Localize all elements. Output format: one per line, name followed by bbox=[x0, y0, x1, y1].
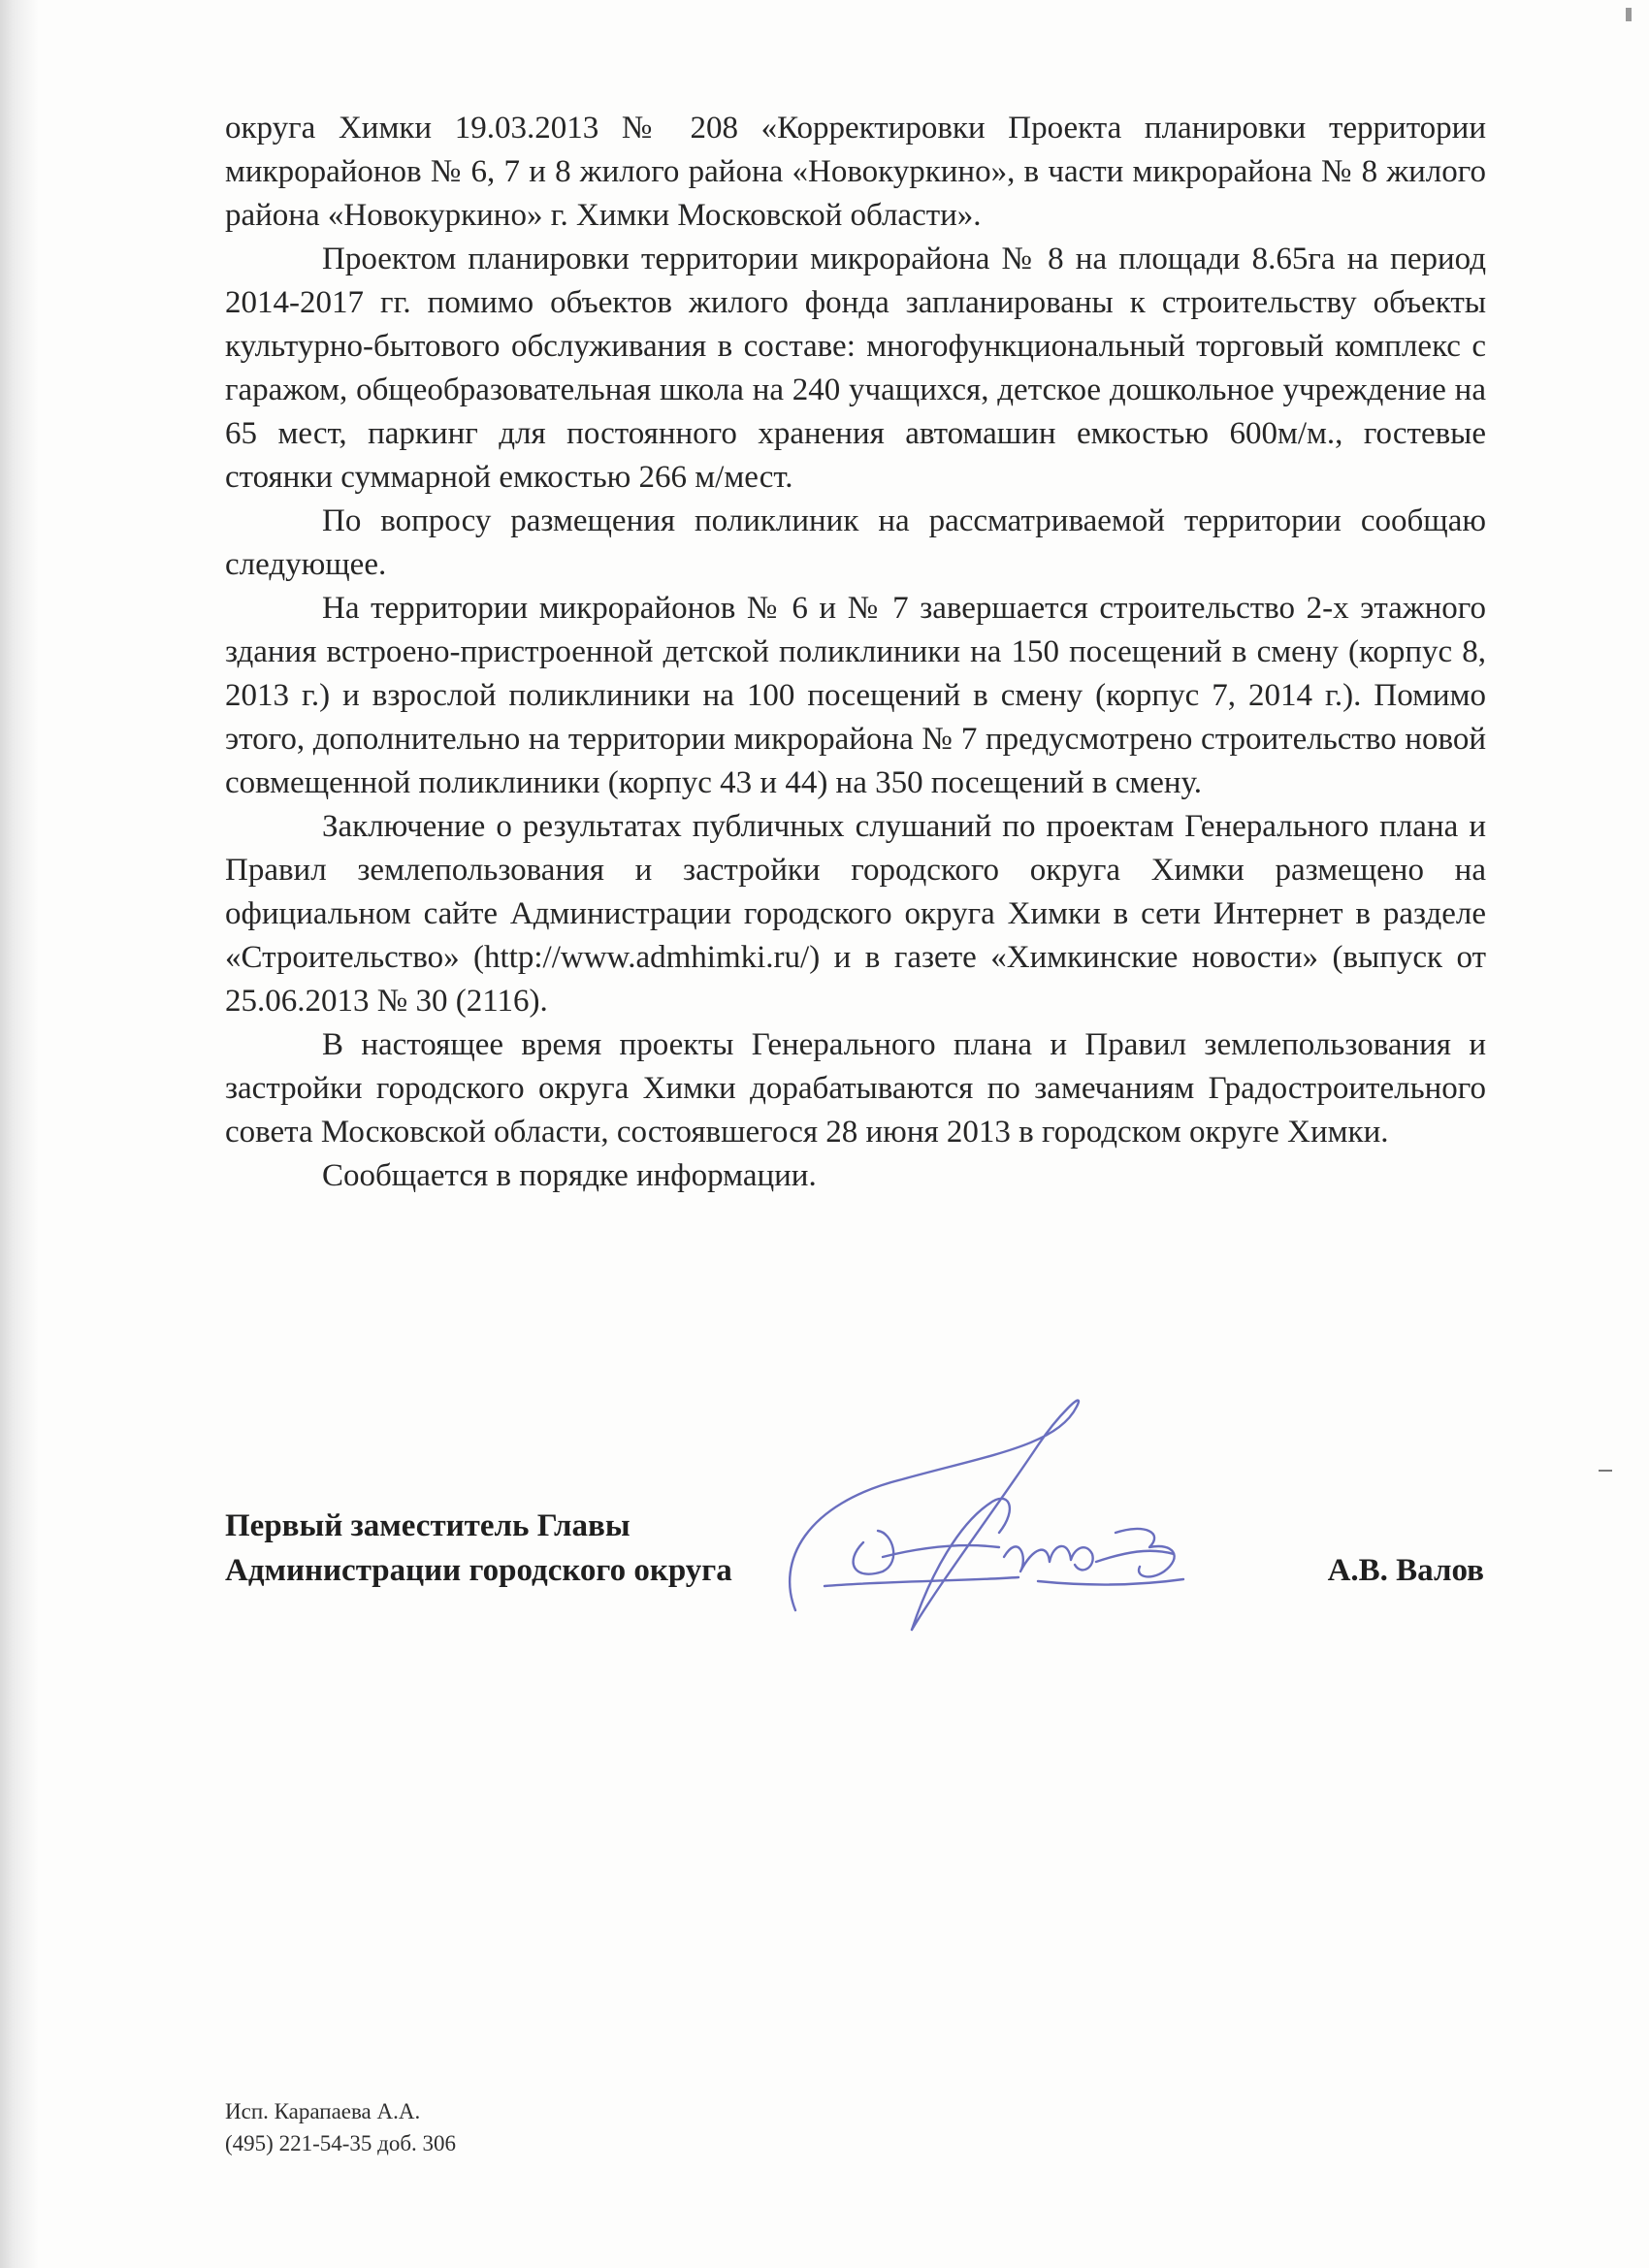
scan-edge-shadow bbox=[0, 0, 39, 2268]
paragraph: округа Химки 19.03.2013 № 208 «Корректировки Проекта планировки территории микрорайонов № 6, 7 и 8 жилого района «Новокуркино», в части микрорайона № 8 жилого района «Новокуркино» г. Химки Московской области». bbox=[225, 111, 1486, 233]
executor-info bbox=[225, 2095, 456, 2159]
handwritten-signature bbox=[766, 1387, 1251, 1649]
scan-artifact bbox=[1599, 1470, 1612, 1472]
paragraph: В настоящее время проекты Генерального плана и Правил землепользования и застройки городского округа Химки дорабатываются по замечаниям Градостроительного совета Московской области, состоявшегося 28 июня 2013 в городском округе Химки. bbox=[225, 1027, 1486, 1150]
paragraph: Проектом планировки территории микрорайона № 8 на площади 8.65га на период 2014-2017 гг. помимо объектов жилого фонда запланированы к строительству объекты культурно-бытового обслуживания в составе: многофункциональный торговый комплекс с гаражом, общеобразовательная школа на 240 учащихся, детское дошкольное учреждение на 65 мест, паркинг для постоянного хранения автомашин емкостью 600м/м., гостевые стоянки суммарной емкостью 266 м/мест. bbox=[225, 242, 1486, 495]
paragraph: Сообщается в порядке информации. bbox=[322, 1158, 817, 1193]
position-line-2: Администрации городского округа bbox=[225, 1553, 732, 1588]
letter-body bbox=[225, 107, 1486, 1198]
executor-name: Исп. Карапаева А.А. bbox=[225, 2099, 421, 2123]
paragraph: На территории микрорайонов № 6 и № 7 завершается строительство 2-х этажного здания встроено-пристроенной детской поликлиники на 150 посещений в смену (корпус 8, 2013 г.) и взрослой поликлиники на 100 посещений в смену (корпус 7, 2014 г.). Помимо этого, дополнительно на территории микрорайона № 7 предусмотрено строительство новой совмещенной поликлиники (корпус 43 и 44) на 350 посещений в смену. bbox=[225, 591, 1486, 800]
signatory-name: А.В. Валов bbox=[1327, 1553, 1484, 1588]
paragraph: По вопросу размещения поликлиник на рассматриваемой территории сообщаю следующее. bbox=[225, 503, 1486, 582]
paragraph: Заключение о результатах публичных слушаний по проектам Генерального плана и Правил землепользования и застройки городского округа Химки размещено на официальном сайте Администрации городского округа Химки в сети Интернет в разделе «Строительство» (http://www.admhimki.ru/) и в газете «Химкинские новости» (выпуск от 25.06.2013 № 30 (2116). bbox=[225, 809, 1486, 1019]
scan-artifact bbox=[1626, 8, 1632, 21]
position-line-1: Первый заместитель Главы bbox=[225, 1508, 630, 1543]
executor-phone: (495) 221-54-35 доб. 306 bbox=[225, 2131, 457, 2155]
